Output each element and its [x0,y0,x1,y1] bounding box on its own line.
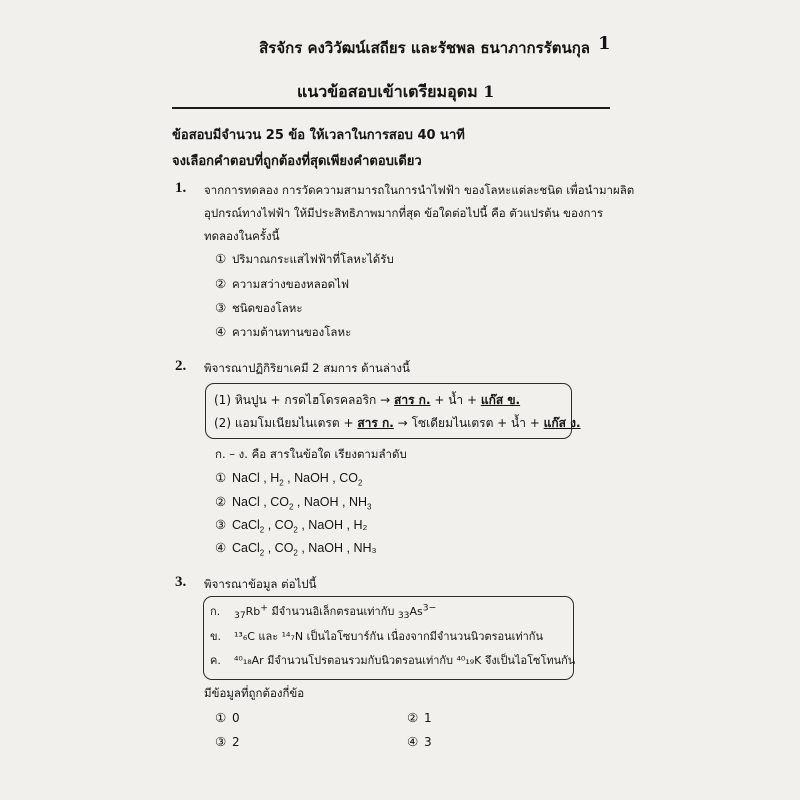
formula-part: , NaOH , CO [283,471,359,485]
option-value: 2 [232,735,240,749]
option-marker-icon: ④ [407,734,419,749]
formula-subscript: 2 [358,478,363,488]
intro-line-1: ข้อสอบมีจำนวน 25 ข้อ ให้เวลาในการสอบ 40 นาที [172,128,465,143]
option-value: 3 [424,735,432,749]
option-marker-icon: ④ [215,541,227,555]
equation-1-prefix: (1) หินปูน + กรดไฮโดรคลอริก [214,393,377,407]
question-1-line-2: อุปกรณ์ทางไฟฟ้า ให้มีประสิทธิภาพมากที่สุด ข้อใดต่อไปนี้ คือ ตัวแปรต้น ของการ [204,206,604,220]
ion-charge: 3− [422,602,437,614]
fact-text: ⁴⁰₁₈Ar มีจำนวนโปรตอนรวมกับนิวตรอนเท่ากับ ⁴⁰₁₉K จึงเป็นไอโซโทนกัน [234,654,576,667]
question-1-option[interactable] [215,276,349,294]
title-number: 1 [483,82,495,101]
equation-2-prefix: (2) แอมโมเนียมไนเตรต + [214,416,358,430]
fact-c [210,651,575,669]
question-2-option[interactable] [215,540,377,558]
option-marker-icon: ① [215,710,227,725]
formula-subscript: 2 [259,548,265,558]
intro-line-2: จงเลือกคำตอบที่ถูกต้องที่สุดเพียงคำตอบเดียว [172,154,422,169]
arrow-icon: → [397,416,408,430]
option-marker-icon: ① [215,471,227,485]
formula-part: NaCl , CO [232,495,289,509]
fact-text: มีจำนวนอิเล็กตรอนเท่ากับ [267,605,398,618]
question-3-sub-prompt: มีข้อมูลที่ถูกต้องกี่ข้อ [204,686,305,700]
element-symbol: As [409,605,423,618]
fact-label: ข. [210,630,222,643]
option-value: 0 [232,711,240,725]
option-marker-icon: ④ [215,324,227,339]
fact-label: ก. [210,605,221,618]
atomic-number: 37 [234,610,246,622]
formula-subscript: 2 [288,502,294,512]
formula-subscript: 3 [367,502,372,512]
option-marker-icon: ② [215,276,227,291]
question-2-option[interactable] [215,494,371,512]
formula-subscript: 2 [293,548,298,558]
formula-part: , CO [264,541,294,555]
question-3-number: 3. [175,574,187,590]
question-1-number: 1. [175,180,187,196]
title-divider [172,107,610,109]
question-2-option[interactable] [215,517,367,535]
question-3-prompt: พิจารณาข้อมูล ต่อไปนี้ [204,577,317,591]
question-3-option[interactable] [215,710,240,725]
option-marker-icon: ③ [215,518,227,532]
option-value: 1 [424,711,432,725]
option-marker-icon: ② [407,710,419,725]
option-text: ความสว่างของหลอดไฟ [232,277,350,291]
page-number: 1 [598,33,611,54]
equation-2-middle: โซเดียมไนเตรต + น้ำ + [411,416,544,430]
equation-2 [214,414,581,433]
fact-label: ค. [210,654,221,667]
question-1-option[interactable] [215,324,351,342]
question-3-option[interactable] [407,710,432,725]
formula-part: , NaOH , NH₃ [297,541,377,555]
title-text: แนวข้อสอบเข้าเตรียมอุดม [297,82,478,101]
fact-b [210,627,543,645]
question-1-line-3: ทดลองในครั้งนี้ [204,229,280,243]
question-2-option[interactable] [215,470,362,488]
ion-charge: + [260,602,268,614]
question-1-line-1: จากการทดลอง การวัดความสามารถในการนำไฟฟ้า ของโลหะแต่ละชนิด เพื่อนำมาผลิต [204,183,635,197]
formula-part: , NaOH , NH [293,495,368,509]
question-1-option[interactable] [215,251,394,269]
option-text: ปริมาณกระแสไฟฟ้าที่โลหะได้รับ [232,252,394,266]
formula-part: CaCl [232,518,260,532]
equation-1 [214,391,520,410]
formula-part: NaCl , H [232,471,280,485]
option-marker-icon: ② [215,495,227,509]
option-text: ความต้านทานของโลหะ [232,325,352,339]
element-symbol: Rb [245,605,261,618]
formula-part: CaCl [232,541,260,555]
header-authors: สิรจักร คงวิวัฒน์เสถียร และรัชพล ธนาภากรรัตนกุล [259,39,590,57]
atomic-number: 33 [397,610,410,622]
arrow-icon: → [380,393,391,407]
question-3-option[interactable] [215,734,240,749]
gas-d: แก๊ส ง. [543,416,581,430]
option-marker-icon: ③ [215,300,227,315]
question-2-sub-prompt: ก. – ง. คือ สารในข้อใด เรียงตามลำดับ [215,447,407,461]
substance-a: สาร ก. [394,393,431,407]
formula-part: , CO [264,518,294,532]
formula-part: , NaOH , H₂ [297,518,368,532]
question-1-option[interactable] [215,300,303,318]
equation-1-middle: + น้ำ + [430,393,481,407]
formula-subscript: 2 [279,478,284,488]
substance-a: สาร ก. [357,416,394,430]
option-marker-icon: ① [215,251,227,266]
question-3-option[interactable] [407,734,432,749]
option-marker-icon: ③ [215,734,227,749]
question-2-number: 2. [175,358,187,374]
fact-text: ¹³₆C และ ¹⁴₇N เป็นไอโซบาร์กัน เนื่องจากมีจำนวนนิวตรอนเท่ากัน [234,630,543,643]
gas-b: แก๊ส ข. [480,393,521,407]
option-text: ชนิดของโลหะ [232,301,303,315]
page-title [297,80,494,105]
fact-a [210,602,436,621]
formula-subscript: 2 [293,525,298,535]
question-2-prompt: พิจารณาปฏิกิริยาเคมี 2 สมการ ด้านล่างนี้ [204,361,410,375]
formula-subscript: 2 [259,525,265,535]
